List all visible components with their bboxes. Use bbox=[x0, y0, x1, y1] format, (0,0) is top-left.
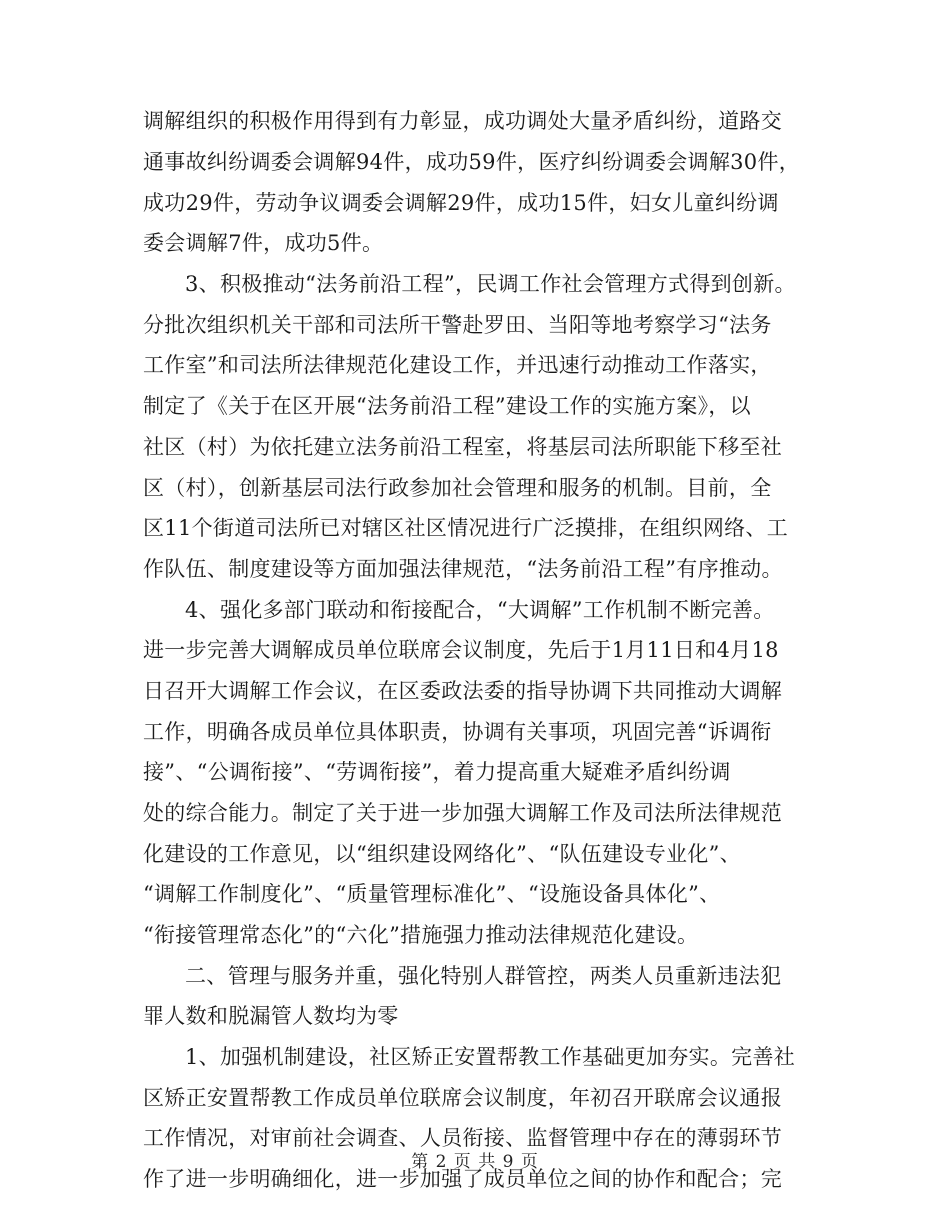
page-number-footer: 第 2 页 共 9 页 bbox=[411, 1152, 539, 1172]
text-line: 作了进一步明确细化，进一步加强了成员单位之间的协作和配合；完 bbox=[143, 1167, 782, 1191]
text-line: 处的综合能力。制定了关于进一步加强大调解工作及司法所法律规范 bbox=[143, 801, 782, 825]
text-line: 区矫正安置帮教工作成员单位联席会议制度，年初召开联席会议通报 bbox=[143, 1086, 782, 1110]
text-line: 工作，明确各成员单位具体职责，协调有关事项，巩固完善“诉调衔 bbox=[143, 720, 772, 744]
text-line: 1、加强机制建设，社区矫正安置帮教工作基础更加夯实。完善社 bbox=[185, 1045, 796, 1069]
text-line: 工作室”和司法所法律规范化建设工作，并迅速行动推动工作落实， bbox=[143, 353, 772, 377]
text-line: 制定了《关于在区开展“法务前沿工程”建设工作的实施方案》，以 bbox=[143, 394, 751, 418]
text-line: 进一步完善大调解成员单位联席会议制度，先后于1月11日和4月18 bbox=[143, 638, 779, 662]
text-line: 区11个街道司法所已对辖区社区情况进行广泛摸排，在组织网络、工 bbox=[143, 516, 789, 540]
text-line: 通事故纠纷调委会调解94件，成功59件，医疗纠纷调委会调解30件， bbox=[143, 150, 801, 174]
text-line: 委会调解7件，成功5件。 bbox=[143, 231, 384, 255]
text-line: 成功29件，劳动争议调委会调解29件，成功15件，妇女儿童纠纷调 bbox=[143, 191, 779, 215]
text-line: 工作情况，对审前社会调查、人员衔接、监督管理中存在的薄弱环节 bbox=[143, 1126, 782, 1150]
text-line: “调解工作制度化”、“质量管理标准化”、“设施设备具体化”、 bbox=[143, 882, 721, 906]
text-line: 调解组织的积极作用得到有力彰显，成功调处大量矛盾纠纷，道路交 bbox=[143, 109, 782, 133]
text-line: 作队伍、制度建设等方面加强法律规范，“法务前沿工程”有序推动。 bbox=[143, 557, 783, 581]
text-line: 化建设的工作意见，以“组织建设网络化”、“队伍建设专业化”、 bbox=[143, 842, 741, 866]
text-line: 日召开大调解工作会议，在区委政法委的指导协调下共同推动大调解 bbox=[143, 679, 782, 703]
text-line: 区（村），创新基层司法行政参加社会管理和服务的机制。目前，全 bbox=[143, 476, 772, 500]
text-line: “衔接管理常态化”的“六化”措施强力推动法律规范化建设。 bbox=[143, 923, 699, 947]
section-heading-line: 罪人数和脱漏管人数均为零 bbox=[143, 1004, 399, 1028]
section-heading-line: 二、管理与服务并重，强化特别人群管控，两类人员重新违法犯 bbox=[185, 964, 782, 988]
text-line: 3、积极推动“法务前沿工程”，民调工作社会管理方式得到创新。 bbox=[185, 272, 796, 296]
text-line: 4、强化多部门联动和衔接配合，“大调解”工作机制不断完善。 bbox=[185, 598, 775, 622]
text-line: 接”、“公调衔接”、“劳调衔接”，着力提高重大疑难矛盾纠纷调 bbox=[143, 760, 731, 784]
text-line: 社区（村）为依托建立法务前沿工程室，将基层司法所职能下移至社 bbox=[143, 435, 782, 459]
text-line: 分批次组织机关干部和司法所干警赴罗田、当阳等地考察学习“法务 bbox=[143, 313, 772, 337]
